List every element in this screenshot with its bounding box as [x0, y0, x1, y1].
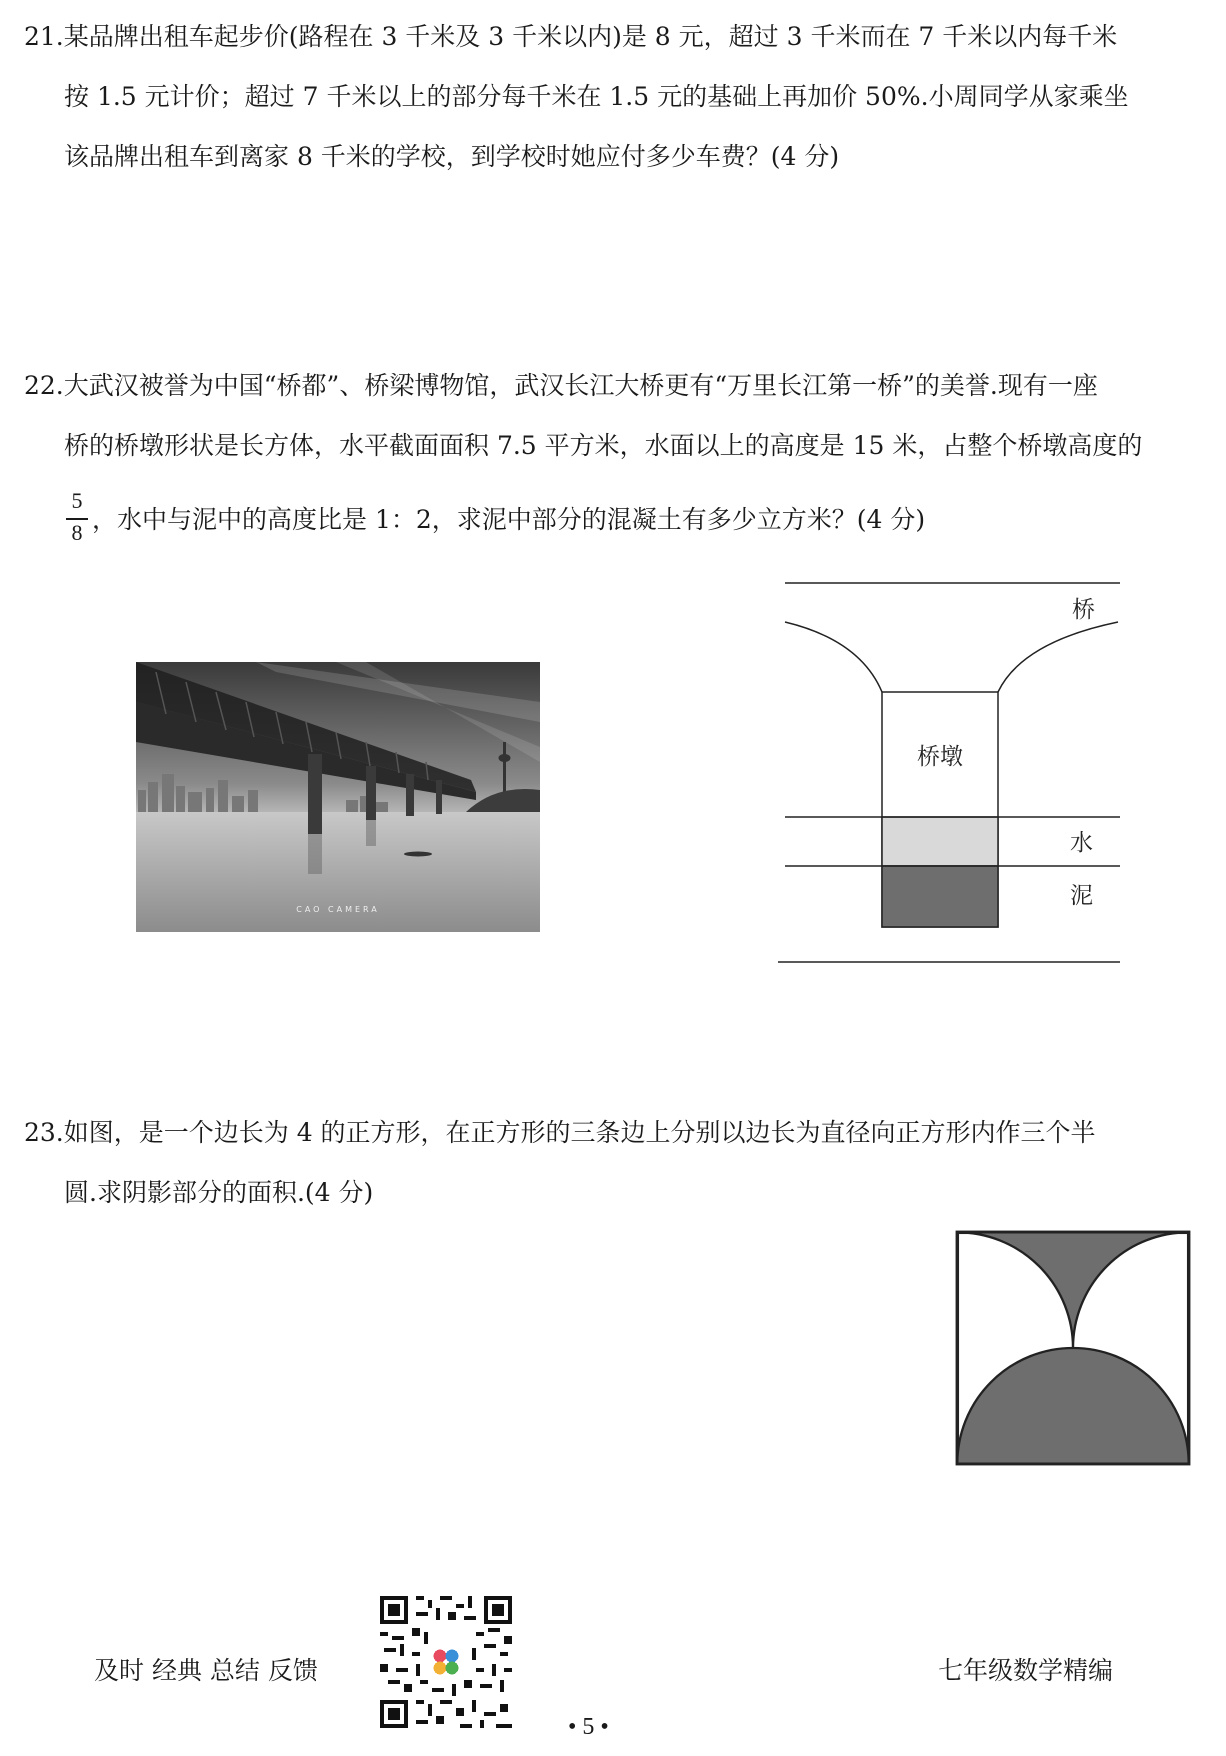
fraction-denominator: 8 [71, 520, 83, 545]
square-semicircles-figure [955, 1230, 1191, 1466]
q21-line-1: 21.某品牌出租车起步价(路程在 3 千米及 3 千米以内)是 8 元，超过 3 千米而在 7 千米以内每千米 [24, 22, 1118, 51]
q22-line-3: ，水中与泥中的高度比是 1：2，求泥中部分的混凝土有多少立方米？(4 分) [92, 505, 926, 534]
q23-line-2: 圆.求阴影部分的面积.(4 分) [64, 1178, 374, 1207]
pier-label: 桥墩 [917, 744, 963, 770]
qr-code[interactable] [380, 1596, 512, 1728]
q23-line-1: 23.如图，是一个边长为 4 的正方形，在正方形的三条边上分别以边长为直径向正方形内作三个半 [24, 1118, 1096, 1147]
bridge-photo [136, 662, 540, 932]
footer-book-title: 七年级数学精编 [938, 1656, 1114, 1685]
q22-line-1: 22.大武汉被誉为中国“桥都”、桥梁博物馆，武汉长江大桥更有“万里长江第一桥”的美誉.现有一座 [24, 371, 1098, 400]
fraction-numerator: 5 [71, 488, 83, 513]
mud-label: 泥 [1070, 883, 1093, 909]
q21-line-2: 按 1.5 元计价；超过 7 千米以上的部分每千米在 1.5 元的基础上再加价 50%.小周同学从家乘坐 [64, 82, 1129, 111]
water-label: 水 [1070, 830, 1093, 856]
q21-line-3: 该品牌出租车到离家 8 千米的学校，到学校时她应付多少车费？(4 分) [64, 142, 840, 171]
q22-line-2: 桥的桥墩形状是长方体，水平截面面积 7.5 平方米，水面以上的高度是 15 米，占整个桥墩高度的 [64, 431, 1143, 460]
photo-watermark: CAO CAMERA [296, 905, 380, 914]
bridge-label: 桥 [1072, 597, 1095, 623]
page-number: • 5 • [568, 1714, 609, 1740]
pier-diagram [770, 570, 1130, 980]
water-section [882, 817, 998, 866]
mud-section [882, 866, 998, 927]
footer-slogan: 及时 经典 总结 反馈 [94, 1656, 318, 1685]
